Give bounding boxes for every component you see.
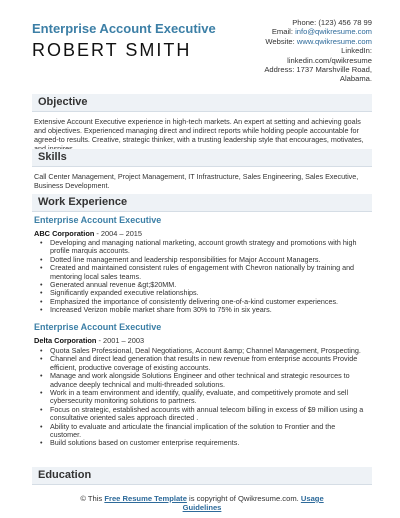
education-heading-text: Education: [38, 469, 92, 481]
list-item: • Focus on strategic, established accounts with annual telecom billing in excess of $9 million using a consultative oriented sales approach directed .: [40, 406, 366, 423]
email-link[interactable]: info@qwikresume.com: [295, 27, 372, 37]
list-item: • Channel and direct lead generation that results in new revenue from enterprise accounts Provide efficient, productive coverage of existing accounts.: [40, 355, 366, 372]
job-title-2: Enterprise Account Executive: [34, 322, 162, 332]
free-resume-template-link[interactable]: Free Resume Template: [104, 494, 187, 503]
usage-link[interactable]: Usage: [300, 494, 324, 503]
list-item: • Build solutions based on customer enterprise requirements.: [40, 439, 366, 447]
copyright-footer: [32, 494, 372, 512]
resume-header: [32, 18, 372, 93]
contact-email-line: [212, 27, 372, 36]
job-dates-2: - 2001 – 2003: [96, 336, 145, 345]
education-section-heading: [32, 467, 372, 485]
list-item: • Work in a team environment and identify, qualify, evaluate, and competitively promote and sell cybersecurity monitoring solutions to partners.: [40, 389, 366, 406]
address-line-2: Alabama.: [339, 74, 372, 84]
job-title: Enterprise Account Executive: [32, 21, 216, 36]
work-experience-section-heading: [32, 194, 372, 212]
job-bullets-2: [40, 347, 366, 448]
address-line-1: Address: 1737 Marshville Road,: [264, 65, 372, 75]
job-company-line-1: [34, 229, 142, 238]
contact-phone: Phone: (123) 456 78 99: [292, 18, 372, 27]
website-label: Website:: [265, 36, 297, 46]
linkedin-value: linkedin.com/qwikresume: [287, 55, 372, 65]
list-item: • Quota Sales Professional, Deal Negotiations, Account &amp; Channel Management, Prospecting.: [40, 347, 366, 355]
contact-website-line: [212, 37, 372, 46]
work-experience-heading-text: Work Experience: [38, 196, 128, 208]
objective-section-heading: [32, 94, 372, 112]
list-item: • Significantly expanded executive relationships.: [40, 289, 366, 297]
footer-prefix: © This: [80, 494, 105, 503]
list-item: • Developing and managing national marketing, account growth strategy and promotions with high profile marquis accounts.: [40, 239, 366, 256]
linkedin-label: LinkedIn:: [341, 46, 372, 56]
objective-text: Extensive Account Executive experience in high-tech markets. An expert at setting and achieving goals and objectives. Experienced managing direct and indirect reports while holding people accountable for agreed-to results. Creative, strategic thinker, with a trusting leadership style that encourages, motivates,: [34, 117, 364, 144]
objective-heading-text: Objective: [38, 96, 88, 108]
job-dates-1: - 2004 – 2015: [94, 229, 143, 238]
list-item: • Emphasized the importance of consistently delivering one-of-a-kind customer experiences.: [40, 298, 366, 306]
contact-block: [212, 18, 372, 84]
guidelines-link[interactable]: Guidelines: [182, 503, 222, 512]
job-bullets-1: [40, 239, 366, 315]
list-item: • Dotted line management and leadership responsibilities for Major Account Managers.: [40, 256, 366, 264]
list-item: • Ability to evaluate and articulate the financial implication of the solution to Frontier and the customer.: [40, 423, 366, 440]
skills-text: Call Center Management, Project Management, IT Infrastructure, Sales Engineering, Sales Executive, Business Development.: [34, 172, 359, 190]
job-title-1: Enterprise Account Executive: [34, 215, 162, 225]
list-item: • Created and maintained consistent rules of engagement with Chevron nationally by training and mentoring local sales teams.: [40, 264, 366, 281]
job-company-line-2: [34, 336, 144, 345]
website-link[interactable]: www.qwikresume.com: [296, 36, 372, 46]
candidate-name: ROBERT SMITH: [32, 40, 192, 60]
skills-section-heading: [32, 149, 372, 167]
skills-heading-text: Skills: [38, 151, 67, 163]
footer-middle: is copyright of Qwikresume.com.: [186, 494, 301, 503]
email-label: Email:: [271, 27, 296, 37]
company-name-2: Delta Corporation: [34, 336, 97, 345]
list-item: • Increased Verizon mobile market share from 30% to 75% in six years.: [40, 306, 366, 314]
list-item: • Generated annual revenue &gt;$20MM.: [40, 281, 366, 289]
list-item: • Manage and work alongside Solutions Engineer and other technical and strategic resources to advance deeply technical and multi-threaded solutions.: [40, 372, 366, 389]
company-name-1: ABC Corporation: [34, 229, 95, 238]
